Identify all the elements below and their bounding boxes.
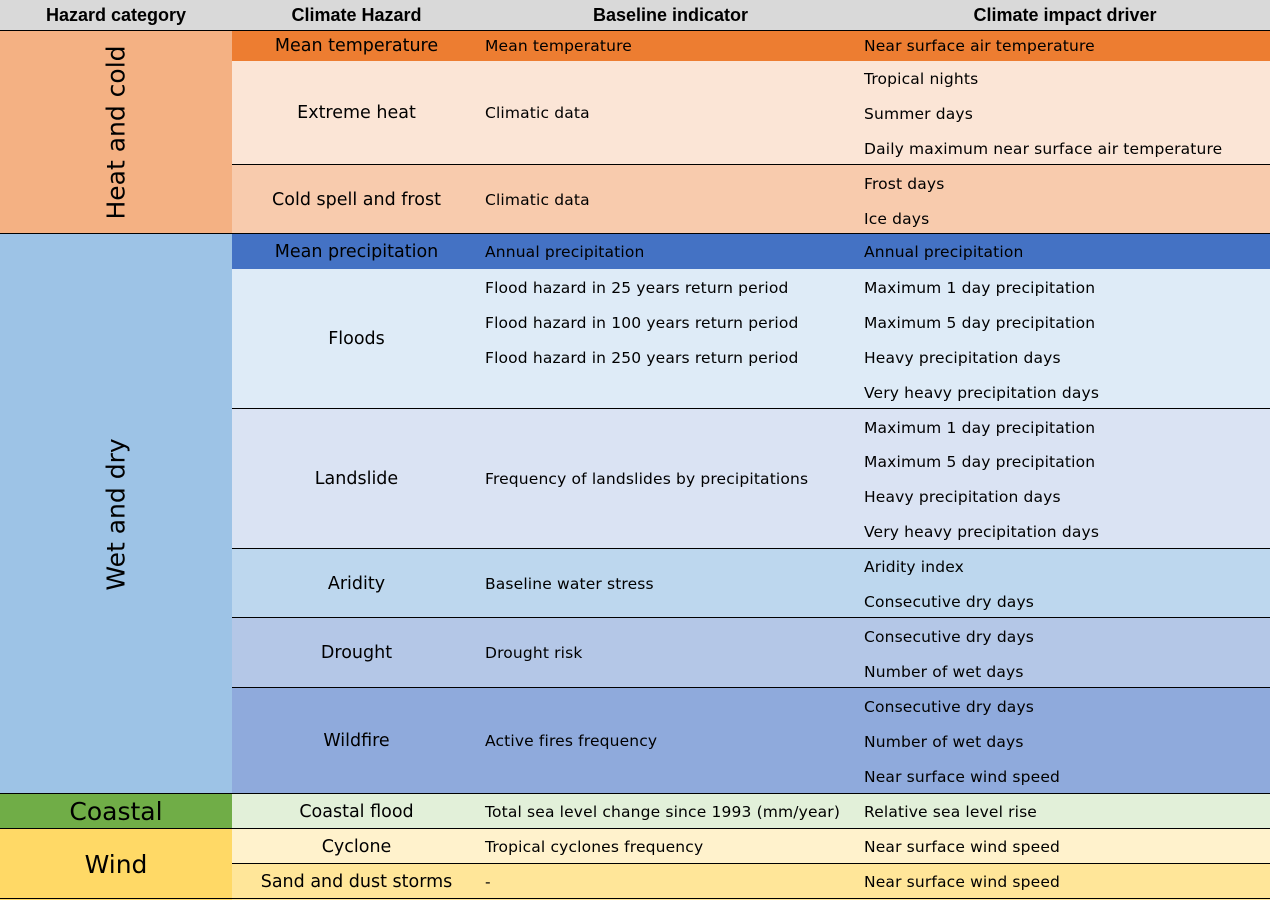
hazard-drought: Drought (320, 643, 393, 663)
driver-item: Number of wet days (864, 662, 1024, 681)
driver-item: Near surface air temperature (864, 37, 1095, 55)
driver-item: Frost days (864, 174, 945, 193)
hazard-sand-dust: Sand and dust storms (260, 872, 453, 892)
driver-item: Summer days (864, 104, 973, 123)
driver-item: Heavy precipitation days (864, 487, 1061, 506)
driver-item: Near surface wind speed (864, 873, 1060, 891)
separator (0, 233, 1270, 234)
hazard-mean-temperature: Mean temperature (274, 36, 439, 56)
baseline-item: Climatic data (485, 104, 590, 122)
baseline-item: Mean temperature (485, 37, 632, 55)
driver-item: Aridity index (864, 557, 964, 576)
driver-item: Very heavy precipitation days (864, 383, 1100, 402)
category-heat-and-cold: Heat and cold (0, 31, 232, 234)
header-climate-hazard: Climate Hazard (232, 0, 481, 31)
baseline-item: Annual precipitation (485, 242, 645, 261)
baseline-item: Drought risk (485, 644, 583, 662)
driver-item: Heavy precipitation days (864, 348, 1061, 367)
baseline-item: Baseline water stress (485, 574, 654, 593)
category-wind: Wind (0, 829, 232, 900)
driver-item: Maximum 5 day precipitation (864, 313, 1096, 332)
hazard-cold-spell: Cold spell and frost (272, 189, 441, 210)
driver-item: Tropical nights (864, 69, 979, 88)
hazard-floods: Floods (328, 329, 385, 349)
baseline-item: Flood hazard in 100 years return period (485, 313, 799, 332)
driver-item: Relative sea level rise (864, 802, 1037, 821)
driver-item: Consecutive dry days (864, 627, 1035, 646)
baseline-item: Flood hazard in 25 years return period (485, 278, 789, 297)
separator (0, 898, 1270, 899)
header-baseline-indicator: Baseline indicator (481, 0, 860, 31)
category-wet-and-dry: Wet and dry (0, 234, 232, 794)
hazard-wildfire: Wildfire (323, 731, 390, 751)
driver-item: Near surface wind speed (864, 767, 1060, 786)
driver-item: Consecutive dry days (864, 697, 1035, 716)
baseline-item: Flood hazard in 250 years return period (485, 348, 799, 367)
hazard-cyclone: Cyclone (321, 836, 392, 857)
hazard-aridity: Aridity (327, 573, 386, 594)
driver-item: Maximum 1 day precipitation (864, 278, 1096, 297)
driver-item: Very heavy precipitation days (864, 522, 1100, 541)
hazard-mean-precipitation: Mean precipitation (274, 241, 439, 262)
driver-item: Annual precipitation (864, 242, 1024, 261)
driver-item: Consecutive dry days (864, 592, 1035, 611)
baseline-item: Frequency of landslides by precipitations (485, 470, 809, 488)
separator (232, 408, 1270, 409)
baseline-item: - (485, 873, 491, 891)
driver-item: Maximum 5 day precipitation (864, 452, 1096, 471)
driver-item: Near surface wind speed (864, 837, 1060, 856)
separator (0, 30, 1270, 31)
separator (232, 548, 1270, 549)
baseline-item: Tropical cyclones frequency (485, 837, 704, 856)
separator (0, 828, 1270, 829)
baseline-item: Total sea level change since 1993 (mm/year) (485, 802, 841, 821)
separator (232, 687, 1270, 688)
header-climate-impact-driver: Climate impact driver (860, 0, 1270, 31)
hazard-landslide: Landslide (314, 469, 399, 489)
baseline-item: Active fires frequency (485, 732, 658, 750)
hazard-extreme-heat: Extreme heat (297, 103, 416, 123)
driver-item: Number of wet days (864, 732, 1024, 751)
separator (232, 164, 1270, 165)
hazard-coastal-flood: Coastal flood (299, 801, 414, 822)
driver-item: Daily maximum near surface air temperature (864, 139, 1223, 158)
separator (232, 863, 1270, 864)
driver-item: Maximum 1 day precipitation (864, 418, 1096, 437)
baseline-item: Climatic data (485, 190, 590, 209)
separator (0, 793, 1270, 794)
separator (232, 617, 1270, 618)
driver-item: Ice days (864, 209, 930, 228)
category-coastal: Coastal (0, 794, 232, 829)
header-hazard-category: Hazard category (0, 0, 232, 31)
